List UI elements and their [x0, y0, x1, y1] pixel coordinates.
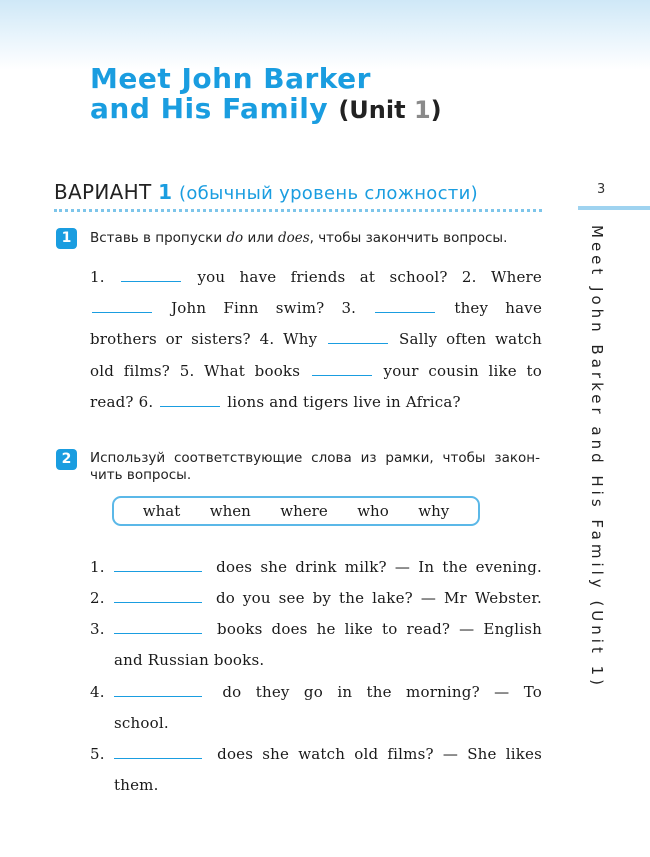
answer-blank[interactable] [160, 405, 220, 407]
question-4 [90, 677, 542, 739]
question-number: 5. [90, 745, 105, 763]
answer-blank[interactable] [312, 374, 372, 376]
question-body [114, 583, 542, 614]
answer-blank[interactable] [328, 342, 388, 344]
answer-blank[interactable] [114, 632, 202, 634]
exercise-1-badge: 1 [56, 228, 77, 249]
question-body [114, 552, 542, 583]
sidebar-rule [578, 206, 650, 210]
answer-blank[interactable] [92, 311, 152, 313]
word-box [112, 496, 480, 526]
unit-number: 1 [413, 96, 431, 124]
question-number: 3. [90, 620, 105, 638]
text-segment: read? 6. [90, 392, 154, 411]
variant-label: ВАРИАНТ [54, 180, 152, 204]
word-what: what [142, 502, 181, 520]
instr-line-1: Используй соответствующие слова из рамки, чтобы закон- [90, 450, 540, 466]
variant-heading [54, 180, 478, 204]
word-who: who [357, 502, 389, 520]
dotted-divider [54, 209, 542, 212]
text-segment: Sally often watch [399, 330, 543, 349]
ex1-line-1 [90, 262, 542, 293]
exercise-2-instruction [90, 450, 540, 484]
text-segment: 1. [90, 268, 105, 286]
question-text-cont: school. [114, 714, 169, 733]
question-text-cont: them. [114, 776, 159, 795]
answer-blank[interactable] [114, 601, 202, 603]
question-body [114, 677, 542, 708]
text-segment: you have friends at school? 2. Where [197, 268, 542, 286]
question-text: books does he like to read? — English [217, 620, 542, 638]
ex1-line-2 [90, 293, 542, 324]
page-title [90, 64, 442, 125]
text-segment: old films? 5. What books [90, 361, 301, 380]
instr-do: do [226, 230, 244, 246]
title-line-1: Meet John Barker [90, 62, 371, 95]
instr-does: does [277, 230, 310, 246]
text-segment: your cousin like to [383, 361, 543, 380]
word-where: where [280, 502, 328, 520]
instr-part: Вставь в пропуски [90, 230, 227, 246]
question-text: do they go in the morning? — To [222, 683, 543, 701]
exercise-2-badge: 2 [56, 449, 77, 470]
answer-blank[interactable] [114, 757, 202, 759]
unit-open: (Unit [338, 96, 414, 124]
question-text: do you see by the lake? — Mr Webster. [215, 589, 543, 607]
text-segment: lions and tigers live in Africa? [227, 392, 461, 411]
title-line-2: and His Family [90, 92, 329, 125]
exercise-1-text [90, 262, 542, 418]
page-number: 3 [597, 182, 606, 197]
exercise-1-instruction [90, 230, 540, 247]
word-why: why [418, 502, 450, 520]
instr-part: , чтобы закончить вопросы. [309, 230, 508, 246]
question-body [114, 739, 542, 770]
unit-label [338, 96, 441, 124]
top-gradient-band [0, 0, 650, 70]
question-3 [90, 614, 542, 676]
word-when: when [209, 502, 251, 520]
text-segment: John Finn swim? 3. [171, 299, 357, 318]
question-1 [90, 552, 542, 583]
ex1-line-5 [90, 387, 542, 418]
question-5 [90, 739, 542, 801]
text-segment: brothers or sisters? 4. Why [90, 330, 318, 349]
variant-number: 1 [158, 180, 173, 204]
question-number: 2. [90, 589, 105, 607]
text-segment: they have [454, 299, 543, 318]
answer-blank[interactable] [375, 311, 435, 313]
ex1-line-4 [90, 356, 542, 387]
answer-blank[interactable] [114, 570, 202, 572]
variant-level: (обычный уровень сложности) [179, 183, 478, 204]
answer-blank[interactable] [121, 280, 181, 282]
question-text-cont: and Russian books. [114, 651, 265, 670]
question-text: does she drink milk? — In the evening. [216, 558, 542, 576]
instr-line-2: чить вопросы. [90, 467, 192, 483]
answer-blank[interactable] [114, 695, 202, 697]
question-number: 4. [90, 683, 105, 701]
unit-close: ) [430, 96, 442, 124]
question-text: does she watch old films? — She likes [217, 745, 543, 763]
question-2 [90, 583, 542, 614]
ex1-line-3 [90, 324, 542, 355]
question-number: 1. [90, 558, 105, 576]
sidebar-title: Meet John Barker and His Family (Unit 1) [588, 225, 606, 689]
question-body [114, 614, 542, 645]
instr-part: или [243, 230, 278, 246]
